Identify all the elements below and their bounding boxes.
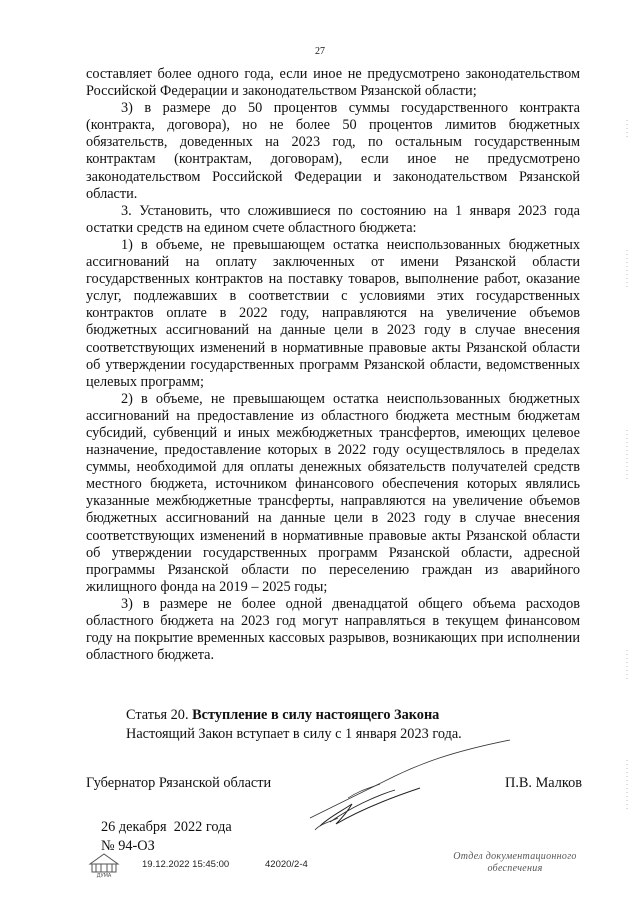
paragraph: 3) в размере до 50 процентов суммы государственного контракта (контракта, договора), но не более 50 процентов лимитов бюджетных обязательств, доведенных на 2023 год, по остальным государственным контрактам (контрактам, договорам), если иное не предусмотрено законодательством Российской Федерации и законодательством Рязанской области. — [86, 100, 580, 202]
page-number: 27 — [315, 46, 325, 57]
paragraph: составляет более одного года, если иное не предусмотрено законодательством Российской Федерации и законодательством Рязанской области; — [86, 66, 580, 100]
article-body: Настоящий Закон вступает в силу с 1 января 2023 года. — [126, 726, 462, 742]
scan-edge-marks — [622, 120, 632, 820]
article-prefix: Статья 20. — [126, 707, 193, 723]
signatory-name: П.В. Малков — [505, 775, 583, 791]
article-title: Вступление в силу настоящего Закона — [192, 707, 440, 723]
paragraph: 3. Установить, что сложившиеся по состоянию на 1 января 2023 года остатки средств на едином счете областного бюджета: — [86, 202, 580, 236]
paragraph: 2) в объеме, не превышающем остатка неиспользованных бюджетных ассигнований на предоставление из областного бюджета местным бюджетам субсидий, субвенций и иных межбюджетных трансфертов, имеющих целевое назначение, предоставление которых в 2022 году осуществлялось в пределах суммы, необходимой для оплаты денежных обязательств получателей средств местного бюджета, источником финансового обеспечения которых являлись указанные межбюджетные трансферты, направляются на увеличение объемов бюджетных ассигнований на данные цели в 2023 году в случае внесения соответствующих изменений в нормативные правовые акты Рязанской области об утверждении государственных программ Рязанской области, адресной программы Рязанской области по переселению граждан из аварийного жилищного фонда на 2019 – 2025 годы; — [86, 390, 580, 595]
svg-text:ДУМА: ДУМА — [96, 873, 112, 878]
signing-date: 26 декабря 2022 года — [101, 819, 232, 835]
stamp-line-1: Отдел документационного — [453, 851, 577, 862]
footer-code: 42020/2-4 — [265, 859, 308, 870]
paragraph: 3) в размере не более одной двенадцатой общего объема расходов областного бюджета на 2023 год могут направляться в текущем финансовом году на покрытие временных кассовых разрывов, возникающих при исполнении областного бюджета. — [86, 595, 580, 664]
article-heading — [126, 706, 462, 725]
signatory-position: Губернатор Рязанской области — [86, 775, 272, 791]
department-stamp — [440, 851, 590, 875]
handwritten-signature — [300, 738, 515, 833]
stamp-line-2: обеспечения — [487, 863, 543, 874]
footer-timestamp: 19.12.2022 15:45:00 — [142, 859, 230, 870]
law-number: № 94-ОЗ — [101, 838, 155, 854]
duma-logo-icon — [86, 850, 122, 878]
paragraph: 1) в объеме, не превышающем остатка неиспользованных бюджетных ассигнований на оплату заключенных от имени Рязанской области государственных контрактов на поставку товаров, выполнение работ, оказание услуг, подлежавших в соответствии с условиями этих государственных контрактов оплате в 2022 году, направляются на увеличение объемов бюджетных ассигнований на данные цели в 2023 году в случае внесения соответствующих изменений в нормативные правовые акты Рязанской области об утверждении государственных программ Рязанской области, ведомственных целевых программ; — [86, 236, 580, 390]
body-text — [86, 66, 580, 664]
